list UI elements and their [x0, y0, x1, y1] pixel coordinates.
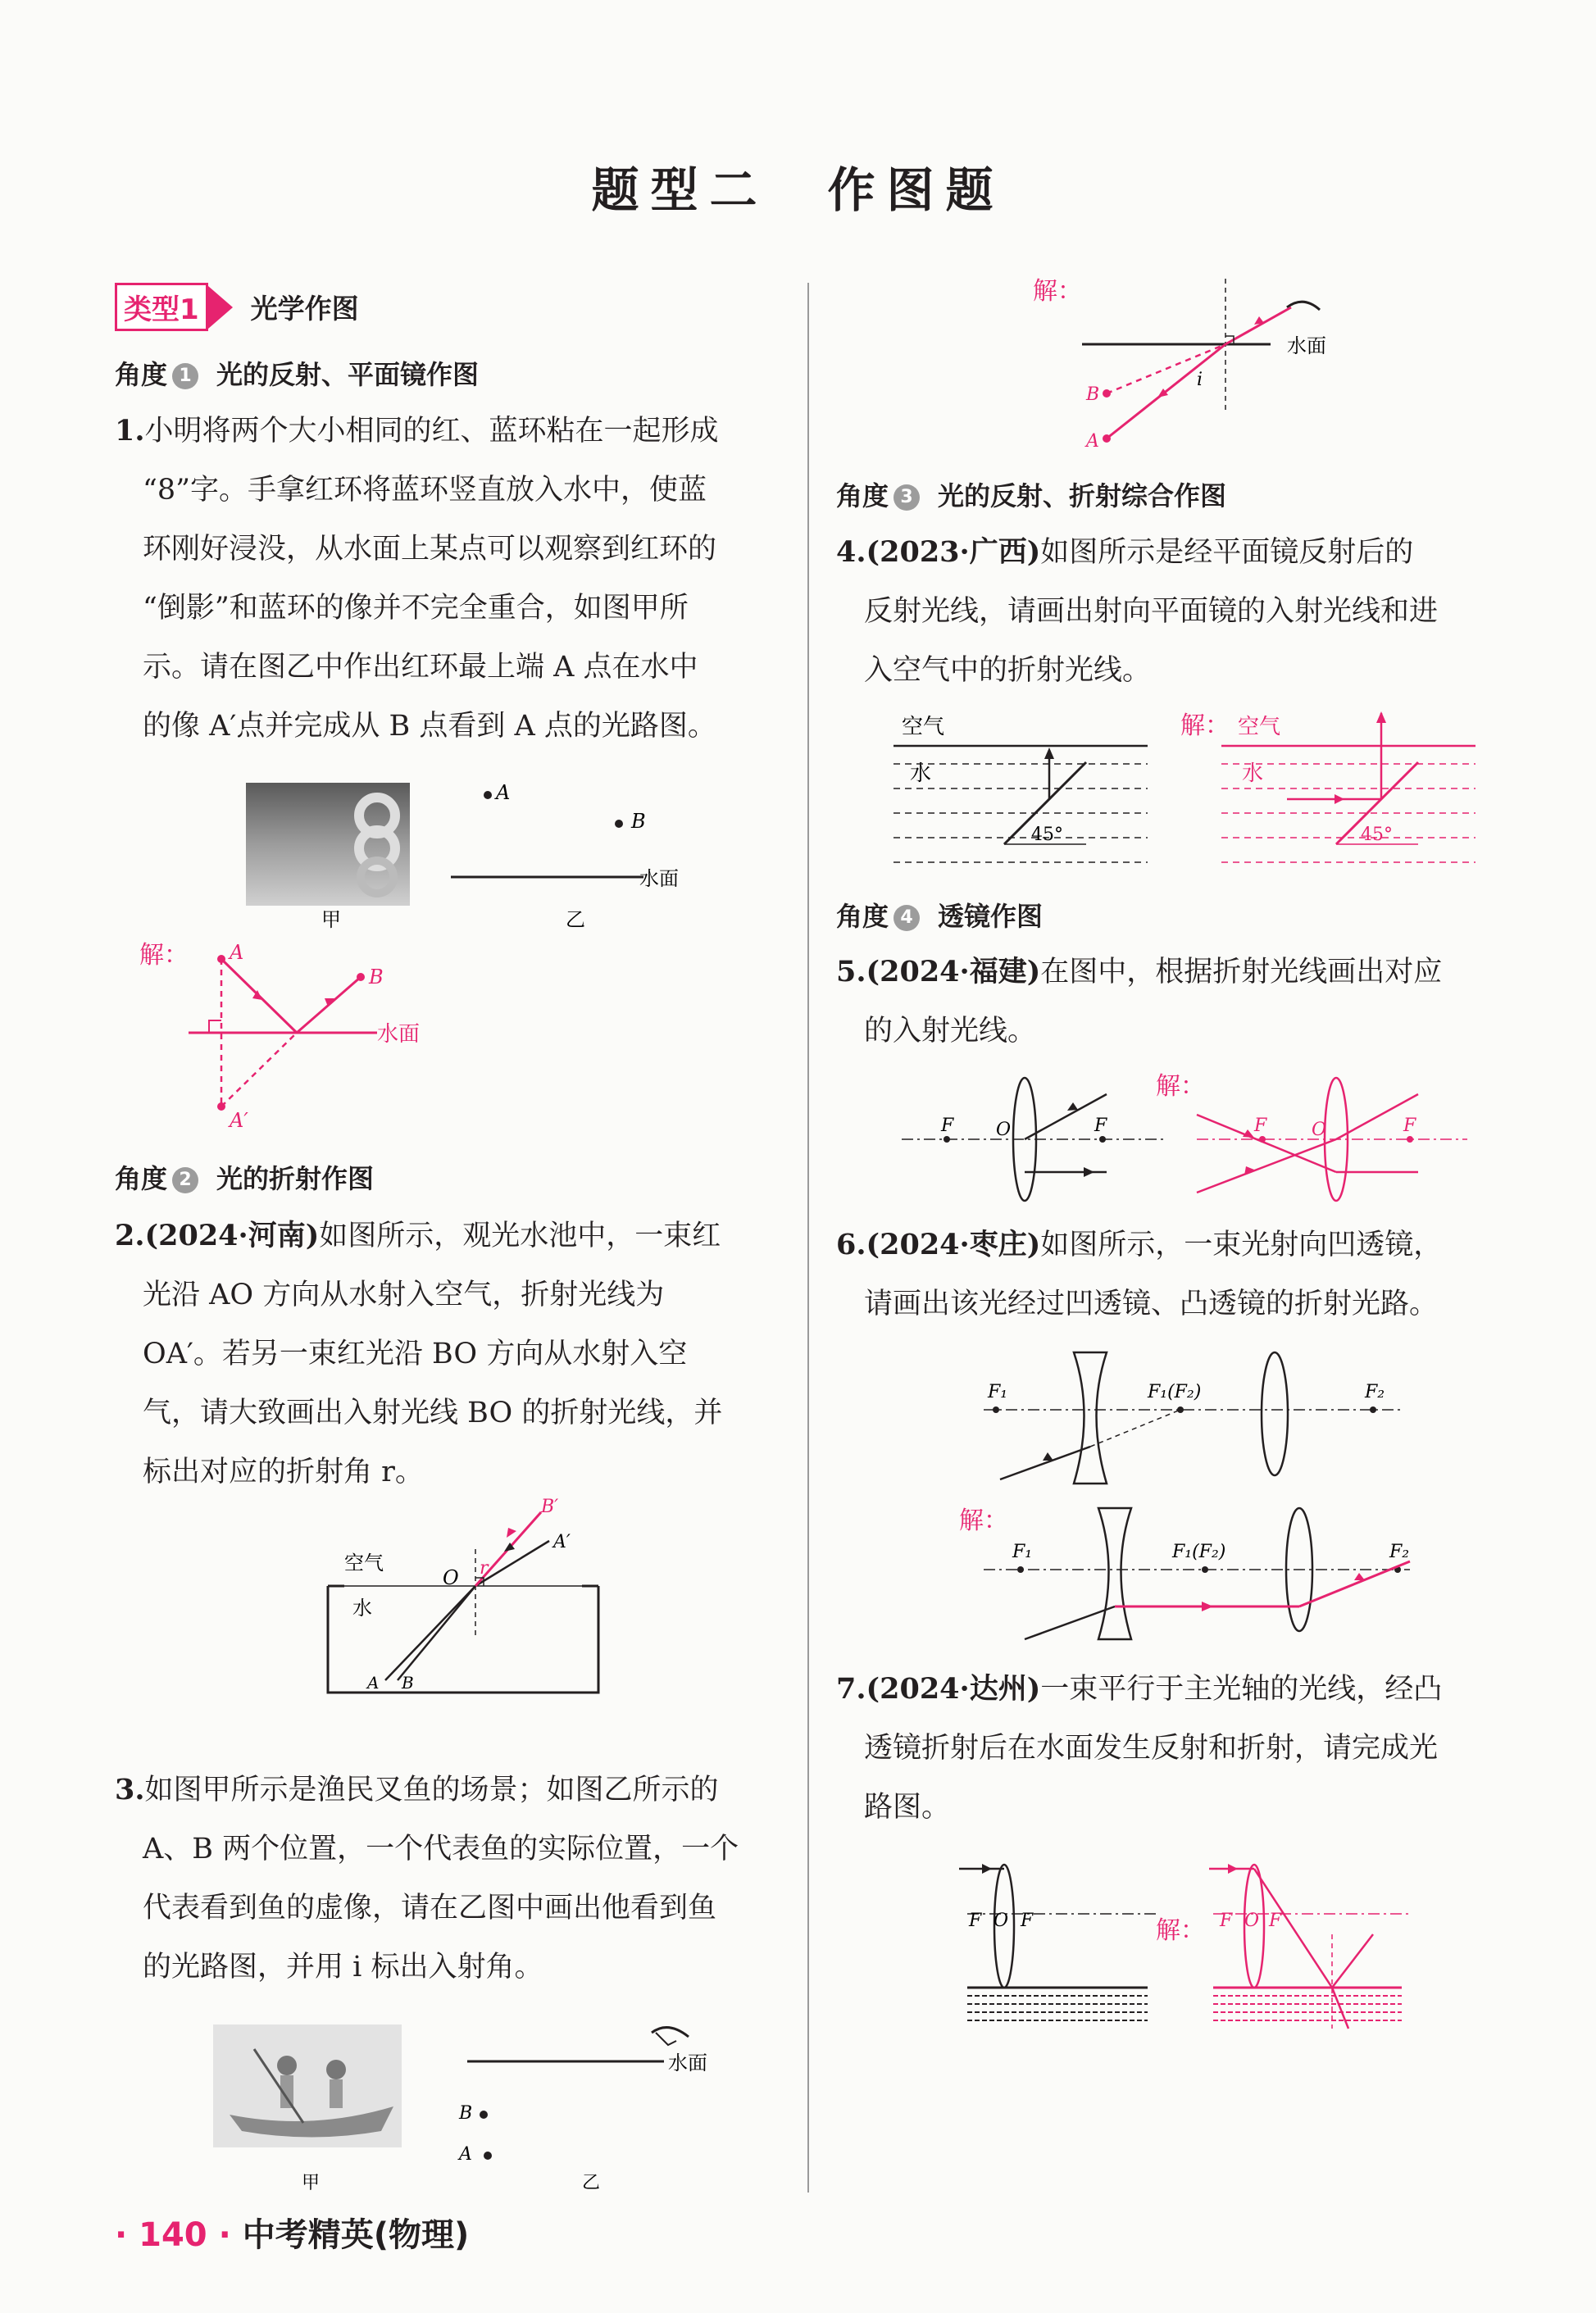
svg-text:水面: 水面 [668, 2052, 707, 2074]
q5-figure [893, 1066, 1189, 1205]
q2-figure [320, 1492, 631, 1705]
svg-text:甲: 甲 [302, 2173, 321, 2193]
q6-answer-figure [951, 1500, 1426, 1647]
angle2-heading: 角度 2 光的折射作图 [115, 1163, 375, 1194]
angle3-heading: 角度 3 光的反射、折射综合作图 [836, 480, 1227, 511]
svg-text:空气: 空气 [1238, 715, 1281, 739]
svg-text:解：: 解： [959, 1506, 1008, 1535]
question-3: 3.如图甲所示是渔民叉鱼的场景；如图乙所示的 A、B 两个位置，一个代表鱼的实际位置，一个 代表看到鱼的虚像，请在乙图中画出他看到鱼 的光路图，并用 i 标出入射角。 [115, 1773, 739, 1984]
svg-text:B: B [369, 966, 384, 988]
svg-text:A′: A′ [230, 1109, 248, 1132]
svg-text:O: O [994, 1911, 1009, 1931]
q1-point-A [484, 791, 492, 799]
svg-text:空气: 空气 [902, 715, 945, 739]
svg-text:解：: 解： [1180, 711, 1230, 740]
q6-figure [975, 1344, 1418, 1492]
svg-text:F₁: F₁ [988, 1382, 1008, 1402]
column-divider [807, 283, 809, 2193]
svg-text:F: F [941, 1116, 954, 1136]
svg-text:i: i [1197, 370, 1203, 390]
book-title: 中考精英(物理) [242, 2216, 470, 2254]
q3-answer-eye-icon [1287, 302, 1320, 310]
q5-answer-figure [1148, 1066, 1492, 1205]
svg-text:B′: B′ [541, 1497, 559, 1517]
svg-text:A: A [230, 941, 244, 964]
badge-arrow-icon [208, 286, 233, 329]
question-5: 5.(2024·福建)在图中，根据折射光线画出对应 的入射光线。 [836, 955, 1443, 1047]
svg-text:F: F [969, 1911, 982, 1931]
svg-text:水面: 水面 [639, 867, 679, 890]
page-title: 题型二 作图题 [591, 162, 1005, 218]
q1-point-B [615, 820, 623, 828]
angle4-heading: 角度 4 透镜作图 [836, 901, 1044, 932]
q1-figures [230, 766, 771, 930]
type-badge: 类型1 [115, 283, 208, 331]
question-6: 6.(2024·枣庄)如图所示，一束光射向凹透镜， 请画出该光经过凹透镜、凸透镜的折射光路。 [836, 1228, 1443, 1320]
svg-text:45°: 45° [1031, 825, 1063, 845]
q1-answer-label: 解： [139, 941, 189, 970]
q4-answer-figure [1180, 705, 1541, 885]
svg-text:F₁(F₂): F₁(F₂) [1172, 1542, 1226, 1562]
svg-text:A: A [496, 781, 511, 804]
q3-answer-figure [1025, 270, 1377, 459]
angle1-number: 1 [172, 363, 198, 389]
question-7: 7.(2024·达州)一束平行于主光轴的光线，经凸 透镜折射后在水面发生反射和折射，请完成光 路图。 [836, 1672, 1443, 1824]
page-footer: · 140 · 中考精英(物理) [115, 2216, 470, 2254]
svg-text:解：: 解： [1156, 1072, 1205, 1101]
type-header [115, 283, 359, 331]
svg-text:F₁: F₁ [1012, 1542, 1033, 1562]
q1-answer-figure [131, 934, 475, 1147]
svg-text:乙: 乙 [582, 2173, 601, 2193]
svg-text:水面: 水面 [1287, 334, 1326, 357]
question-4: 4.(2023·广西)如图所示是经平面镜反射后的 反射光线，请画出射向平面镜的入射光线和进 入空气中的折射光线。 [836, 535, 1439, 687]
svg-text:B: B [402, 1673, 414, 1693]
svg-text:水: 水 [352, 1597, 372, 1620]
svg-text:F: F [1254, 1116, 1267, 1136]
svg-text:水: 水 [910, 761, 932, 786]
svg-text:O: O [996, 1120, 1012, 1140]
svg-text:F: F [1094, 1116, 1107, 1136]
svg-text:F: F [1269, 1911, 1282, 1931]
q1-fig-jia-label: 甲 [321, 908, 341, 930]
eye-icon [652, 2028, 689, 2037]
question-1: 1.小明将两个大小相同的红、蓝环粘在一起形成 “8”字。手拿红环将蓝环竖直放入水中，使蓝 环刚好浸没，从水面上某点可以观察到红环的 “倒影”和蓝环的像并不完全重合，如图甲所 示。请在图乙中作出红环最上端 A 点在水中 的像 A′点并完成从 B 点看到 A 点的光路图。 [115, 414, 719, 743]
concave-lens [1074, 1352, 1107, 1484]
svg-text:F₁(F₂): F₁(F₂) [1148, 1382, 1202, 1402]
svg-text:r: r [480, 1558, 489, 1579]
svg-text:B: B [459, 2103, 473, 2124]
svg-text:解：: 解： [1033, 277, 1082, 306]
svg-text:O: O [443, 1566, 459, 1589]
type-title: 光学作图 [250, 293, 359, 325]
svg-text:F: F [1403, 1116, 1416, 1136]
svg-text:F: F [1021, 1911, 1034, 1931]
q7-figure [959, 1844, 1172, 2033]
q1-fig-yi-label: 乙 [566, 908, 585, 930]
svg-text:F: F [1220, 1911, 1233, 1931]
svg-text:O: O [1312, 1120, 1327, 1140]
svg-text:45°: 45° [1361, 825, 1393, 845]
convex-lens-2 [1262, 1352, 1288, 1475]
svg-text:F₂: F₂ [1365, 1382, 1385, 1402]
svg-text:A: A [367, 1673, 380, 1693]
svg-text:B: B [631, 810, 646, 833]
q7-answer-figure [1156, 1844, 1426, 2033]
svg-text:A: A [1086, 431, 1099, 452]
svg-text:A′: A′ [553, 1532, 571, 1552]
angle1-heading: 角度 1 光的反射、平面镜作图 [115, 359, 480, 390]
svg-text:水面: 水面 [377, 1022, 421, 1047]
svg-text:空气: 空气 [344, 1552, 384, 1575]
svg-text:水: 水 [1242, 761, 1264, 786]
svg-text:解：: 解： [1156, 1916, 1205, 1945]
page-number: 140 [139, 2216, 207, 2254]
svg-text:O: O [1244, 1911, 1260, 1931]
svg-text:F₂: F₂ [1389, 1542, 1410, 1562]
q3-figures [205, 2008, 779, 2197]
question-2: 2.(2024·河南)如图所示，观光水池中，一束红 光沿 AO 方向从水射入空气，折射光线为 OA′。若另一束红光沿 BO 方向从水射入空 气，请大致画出入射光线 BO 的折射光线，并 标出对应的折射角 r。 [115, 1219, 723, 1488]
svg-text:A: A [459, 2144, 472, 2165]
svg-text:B: B [1086, 384, 1100, 405]
